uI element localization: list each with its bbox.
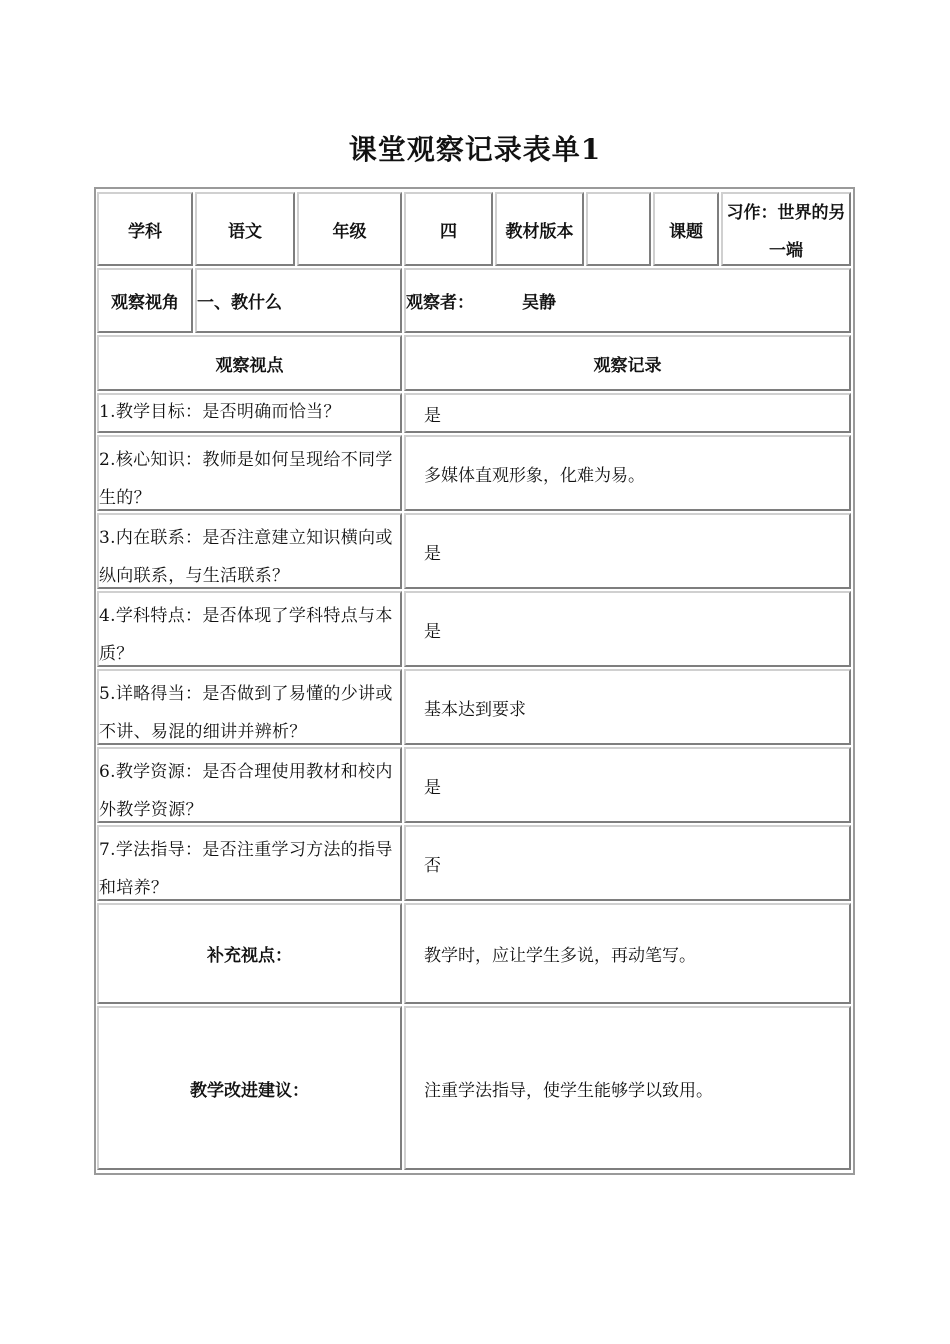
topic-value bbox=[721, 192, 851, 266]
grade-value: 四 bbox=[404, 192, 493, 266]
observation-point: 1.教学目标：是否明确而恰当？ bbox=[97, 393, 402, 433]
observation-record: 是 bbox=[404, 747, 851, 823]
observer-label: 观察者： bbox=[406, 293, 474, 313]
records-header: 观察记录 bbox=[404, 335, 851, 391]
grade-label: 年级 bbox=[297, 192, 402, 266]
supplement-label: 补充视点： bbox=[97, 903, 402, 1004]
topic-value-line1: 习作：世界的另 bbox=[726, 203, 846, 223]
topic-label: 课题 bbox=[653, 192, 719, 266]
observation-point: 5.详略得当：是否做到了易懂的少讲或不讲、易混的细讲并辨析？ bbox=[97, 669, 402, 745]
observation-record: 是 bbox=[404, 591, 851, 667]
perspective-value: 一、教什么 bbox=[195, 268, 402, 333]
perspective-label: 观察视角 bbox=[97, 268, 193, 333]
observer-name: 吴静 bbox=[522, 293, 556, 313]
observation-point: 4.学科特点：是否体现了学科特点与本质？ bbox=[97, 591, 402, 667]
edition-label: 教材版本 bbox=[495, 192, 584, 266]
edition-value bbox=[586, 192, 651, 266]
observation-point: 7.学法指导：是否注重学习方法的指导和培养？ bbox=[97, 825, 402, 901]
observation-record: 是 bbox=[404, 513, 851, 589]
observation-point: 3.内在联系：是否注意建立知识横向或纵向联系，与生活联系？ bbox=[97, 513, 402, 589]
page-title: 课堂观察记录表单1 bbox=[348, 133, 602, 166]
supplement-value: 教学时，应让学生多说，再动笔写。 bbox=[404, 903, 851, 1004]
observation-record: 是 bbox=[404, 393, 851, 433]
observation-point: 6.教学资源：是否合理使用教材和校内外教学资源？ bbox=[97, 747, 402, 823]
subject-label: 学科 bbox=[97, 192, 193, 266]
observation-record: 多媒体直观形象，化难为易。 bbox=[404, 435, 851, 511]
suggestion-value: 注重学法指导，使学生能够学以致用。 bbox=[404, 1006, 851, 1170]
observer-cell bbox=[404, 268, 851, 333]
topic-value-line2: 一端 bbox=[769, 241, 803, 261]
points-header: 观察视点 bbox=[97, 335, 402, 391]
suggestion-label: 教学改进建议： bbox=[97, 1006, 402, 1170]
observation-point: 2.核心知识：教师是如何呈现给不同学生的？ bbox=[97, 435, 402, 511]
observation-record: 基本达到要求 bbox=[404, 669, 851, 745]
subject-value: 语文 bbox=[195, 192, 295, 266]
observation-record: 否 bbox=[404, 825, 851, 901]
